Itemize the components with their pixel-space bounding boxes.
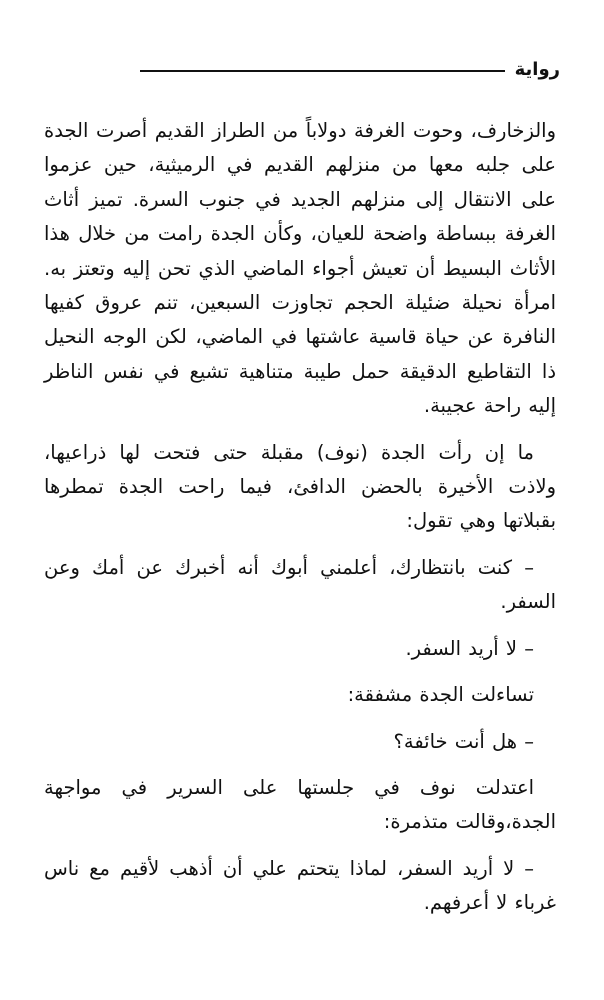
running-header [140, 58, 560, 82]
dialogue-line: – هل أنت خائفة؟ [393, 729, 534, 753]
body-text [44, 114, 556, 921]
dialogue-line: – لا أريد السفر، لماذا يتحتم علي أن أذهب لأقيم مع ناس غرباء لا أعرفهم. [44, 856, 556, 915]
running-header-title: رواية [514, 59, 560, 80]
dialogue-line: – لا أريد السفر. [405, 636, 534, 660]
paragraph: اعتدلت نوف في جلستها على السرير في مواجهة الجدة،وقالت متذمرة: [44, 775, 556, 834]
header-rule [140, 70, 505, 72]
dialogue-line: – كنت بانتظارك، أعلمني أبوك أنه أخبرك عن أمك وعن السفر. [44, 555, 556, 614]
paragraph: والزخارف، وحوت الغرفة دولاباً من الطراز القديم أصرت الجدة على جلبه معها من منزلهم القديم في الرميثية، حين عزموا على الانتقال إلى منزلهم الجديد في جنوب السرة. تميز أثاث الغرفة ببساطة واضحة للعيان، وكأن الجدة رامت من خلال هذا الأثاث البسيط أن تعيش أجواء الماضي الذي تحن إليه وتعتز به. امرأة نحيلة ضئيلة الحجم تجاوزت السبعين، تنم عروق كفيها النافرة عن حياة قاسية عاشتها في الماضي، لكن الوجه النحيل ذا التقاطيع الدقيقة حمل طيبة متناهية تشيع في نفس الناظر إليه راحة عجيبة. [44, 119, 556, 418]
paragraph: ما إن رأت الجدة (نوف) مقبلة حتى فتحت لها ذراعيها، ولاذت الأخيرة بالحضن الدافئ، فيما راحت الجدة تمطرها بقبلاتها وهي تقول: [44, 440, 556, 533]
paragraph: تساءلت الجدة مشفقة: [347, 683, 534, 707]
